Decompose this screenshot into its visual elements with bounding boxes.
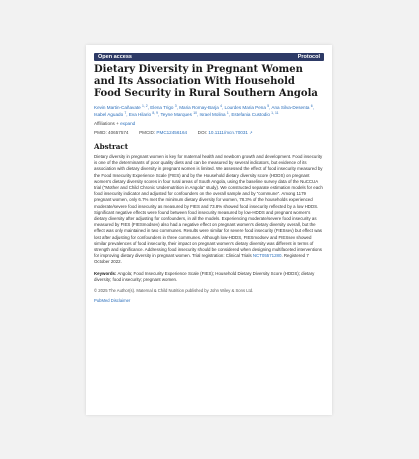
article-type-banner: [94, 53, 324, 61]
affiliations-expand-link[interactable]: expand: [120, 121, 136, 126]
abstract-tail: . Registered 7 October 2022.: [94, 253, 309, 265]
open-access-label: Open access: [98, 54, 132, 60]
doi-label: DOI:: [197, 130, 208, 135]
plus-icon[interactable]: +: [116, 121, 119, 126]
identifiers-row: [94, 129, 324, 136]
article-card: [86, 45, 332, 415]
author-link[interactable]: Israel Molina: [199, 112, 226, 117]
pmcid-link[interactable]: PMC12456164: [156, 130, 188, 135]
pubmed-disclaimer-link[interactable]: PubMed Disclaimer: [94, 298, 131, 304]
author-affiliation-ref[interactable]: 7: [124, 111, 127, 115]
author-list: Kevin Martin-Cañavate $^{1, 2}$, Elena Trigo $^3$, Maria Romay-Barja $^4$, Lourdes Maria Pena $^5$, Ana Silva-Desenta $^6$, Isabel Aguado $^7$, Eva Hilario $^{8, 9}$, Teyne Marques $^{10}$, Israel Molina $^1$, Estefania Custodio $^{1, 11}$: [94, 104, 314, 117]
keywords-list: Angola; Food Insecurity Experience Scale (FIES); Household Dietary Diversity Score (HDDS); dietary diversity; food insecurity; pregnant women.: [94, 270, 315, 282]
pmid-label: PMID:: [94, 130, 107, 135]
protocol-label: Protocol: [297, 54, 320, 60]
author-affiliation-ref[interactable]: 1, 11: [271, 111, 279, 115]
keywords-row: [94, 271, 324, 283]
abstract-body: Dietary diversity in pregnant women is key for maternal health and newborn growth and development. Food insecurity is one of the determinants of poor quality diets and can be measured by several indicators, but evidence of its association with dietary diversity in pregnant women is limited. We assessed the effect of food insecurity measured by the Food Insecurity Experience Scale (FIES) and by the Household dietary diversity score (HDDS) on pregnant women's dietary diversity scores in four rural areas of South Angola, using the baseline survey data of the NuCCUA trial ("Mother and Child Chronic Undernutrition in Angola" study). We constructed separate estimation models for each food insecurity indicator and adjusted for confounders on the overall sample and by "commune". Among 1179 pregnant women, only 6.7% met the minimum dietary diversity for women, 78.3% of the households experienced moderate/severe food insecurity as measured by FIES and 73.8% showed food insecurity reflected by a low HDDS. Significant negative effects were found between food insecurity measured by low-HDDS and pregnant women's dietary diversity after adjusting for confounders, in all the models. Experiencing moderate/severe food insecurity as measured by FIES (FIESmodsev) also had a negative effect on pregnant women's dietary diversity overall, but the effect was only maintained in two communes. Results were similar for severe food insecurity (FIESsev) but effect was lost after adjusting for confounders in three communes. Although low-HDDS, FIESmodsev and FIESsev showed similar prevalences of food insecurity, their impact on pregnant women's dietary diversity was different in terms of strength and significance. Addressing food insecurity should be considered when designing multifaceted interventions for improving dietary diversity in pregnant women. Trial registration: Clinical Trials: [94, 154, 323, 259]
author-link[interactable]: Teyne Marques: [160, 112, 192, 117]
author-link[interactable]: Maria Romay-Barja: [179, 105, 219, 110]
author-link[interactable]: Kevin Martin-Cañavate: [94, 105, 141, 110]
author-affiliation-ref[interactable]: 4: [220, 104, 222, 108]
article-title: Dietary Diversity in Pregnant Women and Its Association With Household Food Security in Rural Southern Angola: [94, 64, 318, 99]
author-link[interactable]: Lourdes Maria Pena: [224, 105, 266, 110]
author-link[interactable]: Isabel Aguado: [94, 112, 124, 117]
author-affiliation-ref[interactable]: 1, 2: [142, 104, 148, 108]
pmid-value: 40657574: [108, 130, 129, 135]
keywords-label: Keywords:: [94, 270, 117, 276]
author-link[interactable]: Ana Silva-Desenta: [271, 105, 310, 110]
abstract-text: [94, 154, 324, 266]
affiliations-row: [94, 120, 324, 127]
author-link[interactable]: Estefania Custodio: [231, 112, 270, 117]
author-affiliation-ref[interactable]: 5: [267, 104, 270, 108]
trial-registration-link[interactable]: NCT05571280: [252, 253, 282, 259]
pmcid-label: PMCID:: [139, 130, 156, 135]
author-link[interactable]: Eva Hilario: [128, 112, 152, 117]
copyright-notice: © 2025 The Author(s). Maternal & Child Nutrition published by John Wiley & Sons Ltd.: [94, 288, 254, 294]
author-affiliation-ref[interactable]: 10: [193, 111, 197, 115]
doi-link[interactable]: 10.1111/mcn.70031: [208, 130, 248, 135]
affiliations-label: Affiliations: [94, 121, 115, 126]
author-affiliation-ref[interactable]: 8, 9: [152, 111, 159, 115]
author-affiliation-ref[interactable]: 6: [310, 104, 313, 108]
author-affiliation-ref[interactable]: 1: [226, 111, 229, 115]
author-link[interactable]: Elena Trigo: [150, 105, 174, 110]
author-affiliation-ref[interactable]: 3: [174, 104, 177, 108]
external-link-icon[interactable]: ↗: [249, 130, 253, 135]
abstract-heading: Abstract: [94, 142, 129, 151]
